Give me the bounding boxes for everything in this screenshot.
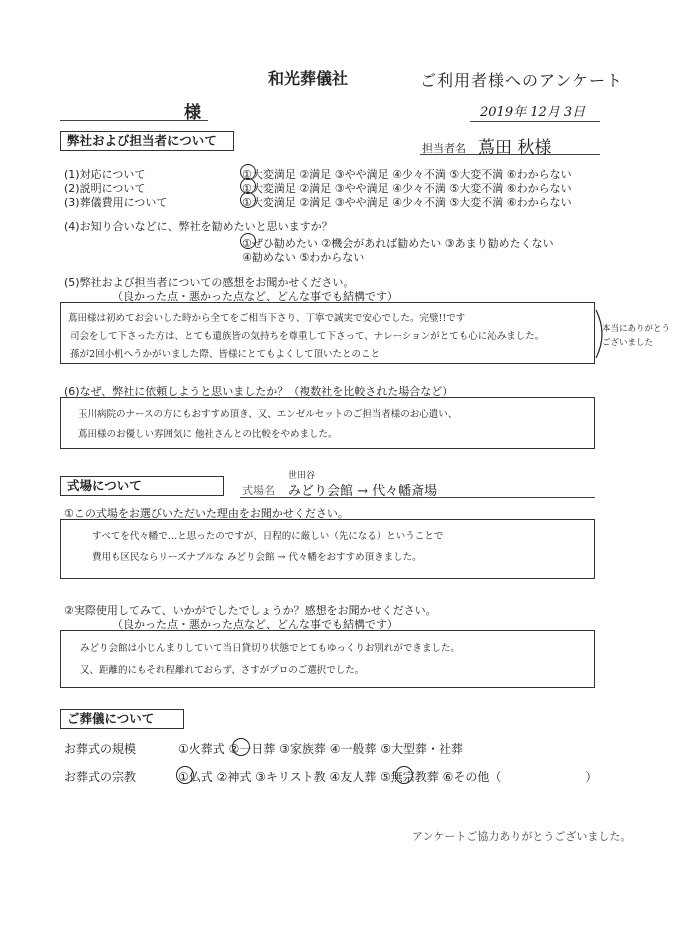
venue-ward: 世田谷 (288, 471, 316, 481)
survey-title: ご利用者様へのアンケート (420, 71, 624, 90)
answer-line: 玉川病院のナースの方にもおすすめ頂き、又、エンゼルセットのご担当者様のお心遣い、 (78, 409, 458, 420)
selected-option-mark (395, 766, 413, 784)
venue-label: 式場名 (242, 484, 275, 497)
company-name: 和光葬儀社 (268, 69, 349, 88)
section-heading-venue: 式場について (60, 476, 224, 496)
selected-option-mark (240, 192, 256, 208)
answer-line: 司会をして下さった方は、とても遺族皆の気持ちを尊重して下さって、ナレーションがとても心に沁みました。 (70, 331, 545, 342)
section-heading-company: 弊社および担当者について (60, 131, 234, 151)
answer-line: 又、距離的にもそれ程離れておらず、さすがプロのご選択でした。 (80, 665, 365, 676)
margin-note: 本当にありがとうございました (602, 324, 671, 348)
recommend-options-1: ①ぜひ勧めたい ②機会があれば勧めたい ③あまり勧めたくない (242, 237, 554, 250)
question-venue-impressions-sub: （良かった点・悪かった点など、どんな事でも結構です） (112, 618, 398, 631)
question-recommend: (4)お知り合いなどに、弊社を勧めたいと思いますか？ (64, 220, 333, 233)
question-venue-impressions: ②実際使用してみて、いかがでしたでしょうか？感想をお聞かせください。 (64, 604, 437, 617)
selected-option-mark (176, 766, 194, 784)
question-impressions-sub: （良かった点・悪かった点など、どんな事でも結構です） (112, 290, 398, 303)
customer-suffix: 様 (184, 103, 201, 123)
rating-label: (1)対応について (64, 168, 146, 181)
answer-line: すべてを代々幡で…と思ったのですが、日程的に厳しい（先になる）ということで (92, 531, 444, 542)
funeral-religion-options: ①仏式 ②神式 ③キリスト教 ④友人葬 ⑤無宗教葬 ⑥その他（ ） (178, 770, 598, 784)
question-impressions: (5)弊社および担当者についての感想をお聞かせください。 (64, 276, 355, 289)
rating-label: (2)説明について (64, 182, 146, 195)
funeral-scale-label: お葬式の規模 (64, 742, 137, 756)
thanks-note: アンケートご協力ありがとうございました。 (412, 830, 632, 843)
rating-options: ①大変満足 ②満足 ③やや満足 ④少々不満 ⑤大変不満 ⑥わからない (242, 168, 572, 181)
staff-name: 蔦田 秋様 (478, 138, 552, 158)
date-line (470, 121, 600, 122)
customer-name-line (60, 120, 208, 121)
rating-label: (3)葬儀費用について (64, 196, 168, 209)
funeral-scale-options: ①火葬式 ②一日葬 ③家族葬 ④一般葬 ⑤大型葬・社葬 (178, 742, 464, 756)
reason-answer-box (60, 397, 595, 449)
answer-line: 孫が2回小机へうかがいました際、皆様にとてもよくして頂いたとのこと (70, 349, 381, 360)
answer-line: みどり会館は小じんまりしていて当日貸切り状態でとてもゆっくりお別れができました。 (80, 643, 460, 654)
question-reason: (6)なぜ、弊社に依頼しようと思いましたか？（複数社を比較された場合など） (64, 385, 454, 398)
recommend-options-2: ④勧めない ⑤わからない (242, 251, 365, 264)
venue-line (240, 497, 595, 498)
rating-options: ①大変満足 ②満足 ③やや満足 ④少々不満 ⑤大変不満 ⑥わからない (242, 182, 572, 195)
section-heading-funeral: ご葬儀について (60, 709, 184, 729)
staff-label: 担当者名 (422, 142, 466, 155)
rating-options: ①大変満足 ②満足 ③やや満足 ④少々不満 ⑤大変不満 ⑥わからない (242, 196, 572, 209)
answer-line: 費用も区民ならリーズナブルな みどり会館 → 代々幡をおすすめ頂きました。 (92, 552, 422, 563)
venue-impressions-box (60, 630, 595, 688)
selected-option-mark (232, 738, 250, 756)
margin-note-bracket (594, 308, 610, 360)
answer-line: 蔦田様は初めてお会いした時から全てをご相当下さり、丁寧で誠実で安心でした。完璧!!です (68, 313, 466, 324)
question-venue-reason: ①この式場をお選びいただいた理由をお聞かせください。 (64, 507, 349, 520)
selected-option-mark (240, 233, 256, 249)
survey-date: 2019年 12月 3日 (480, 105, 586, 120)
venue-name: みどり会館 → 代々幡斎場 (288, 484, 438, 499)
answer-line: 蔦田様のお優しい雰囲気に 他社さんとの比較をやめました。 (78, 429, 338, 440)
funeral-religion-label: お葬式の宗教 (64, 770, 137, 784)
staff-line (420, 154, 600, 155)
